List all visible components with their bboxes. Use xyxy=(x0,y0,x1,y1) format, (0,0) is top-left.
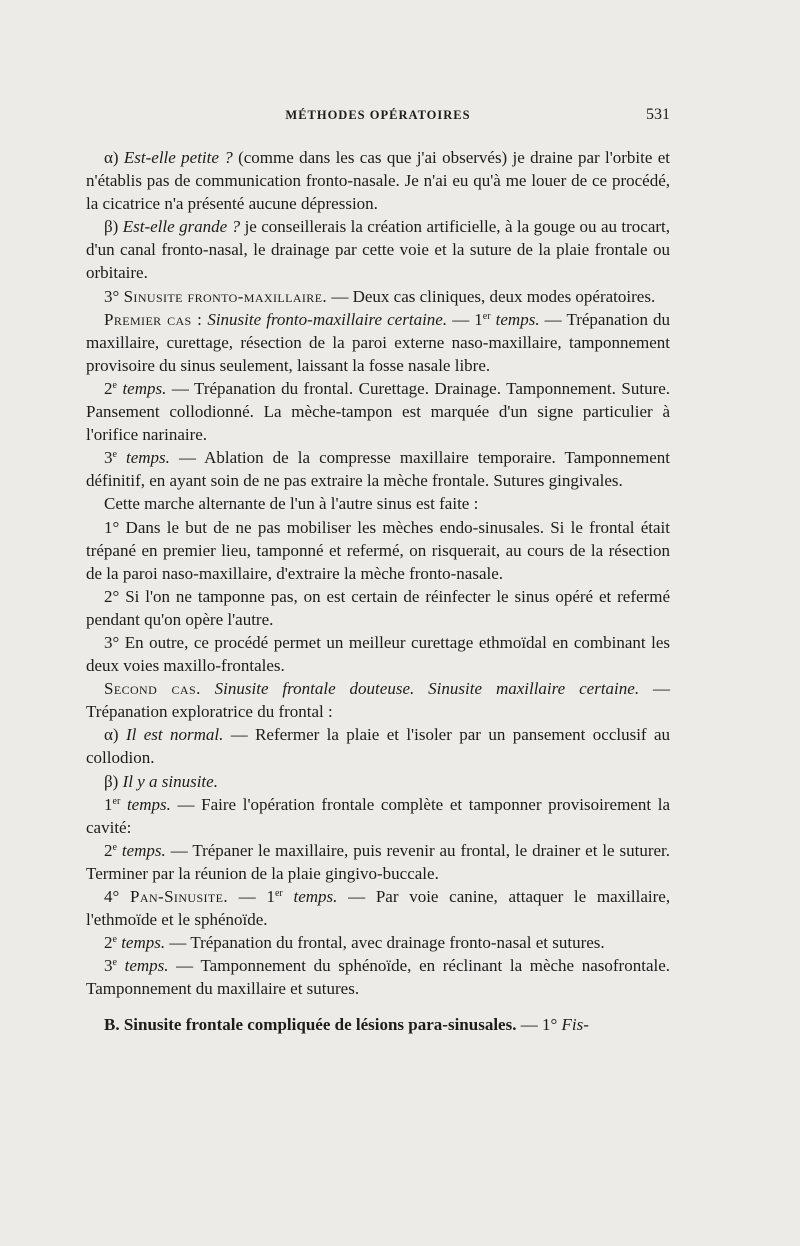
paragraph-text: — Trépanation exploratrice du frontal : xyxy=(86,679,671,722)
paragraph-section-4 xyxy=(86,885,670,931)
paragraph-marche: Cette marche alternante de l'un à l'autre sinus est faite : xyxy=(104,494,479,514)
case-lead: Sinusite fronto-maxillaire certaine. xyxy=(207,309,448,329)
step-suffix: e xyxy=(112,379,117,391)
case-title: Second cas. xyxy=(104,679,201,699)
section-title: Pan-Sinusite. xyxy=(130,887,229,906)
paragraph-text: — Trépanation du maxillaire, curettage, résection de la paroi externe naso-maxillaire, tamponnement provisoire du sinus seulement, laissant la fosse nasale libre. xyxy=(86,309,671,375)
item-lead: Est-elle petite ? xyxy=(123,148,233,167)
step-word: temps. xyxy=(126,448,170,468)
step-suffix: er xyxy=(274,888,283,899)
paragraph-text: — Trépanation du frontal. Curettage. Drainage. Tamponnement. Suture. Pansement collodionné. La mèche-tampon est marquée d'un signe particulier à l'orifice narinaire. xyxy=(86,378,671,445)
paragraph-text: — Faire l'opération frontale complète et tamponner provisoirement la cavité: xyxy=(86,794,670,837)
step-number: 2 xyxy=(104,378,113,398)
paragraph-text: (comme dans les cas que j'ai observés) je draine par l'orbite et n'établis pas de communication fronto-nasale. Je n'ai eu qu'à me louer de ce procédé, la cicatrice n'a présenté aucune dépression. xyxy=(86,148,671,214)
step-number: 2 xyxy=(104,933,113,953)
paragraph-beta-grande xyxy=(86,215,670,284)
dash: — xyxy=(238,887,256,906)
paragraph-point-2: 2° Si l'on ne tamponne pas, on est certain de réinfecter le sinus opéré et refermé pendant qu'on opère l'autre. xyxy=(86,586,670,629)
step-suffix: e xyxy=(112,934,117,946)
paragraph-section-3 xyxy=(86,285,670,308)
paragraph-1er-temps xyxy=(86,793,670,839)
paragraph-text: — Trépaner le maxillaire, puis revenir au frontal, le drainer et le suturer. Terminer par la réunion de la plaie gingivo-buccale. xyxy=(86,840,671,883)
step-number: 1 xyxy=(474,309,483,329)
paragraph-premier-cas xyxy=(86,308,670,377)
page-number: 531 xyxy=(646,106,670,123)
paragraph-second-cas xyxy=(86,677,670,723)
paragraph-alpha-normal xyxy=(86,723,670,769)
step-suffix: e xyxy=(112,841,117,853)
item-lead: Est-elle grande ? xyxy=(122,217,241,237)
paragraph-alpha-petite xyxy=(86,146,670,215)
paragraph-text: — Ablation de la compresse maxillaire temporaire. Tamponnement définitif, en ayant soin de ne pas extraire la mèche frontale. Sutures gingivales. xyxy=(86,448,671,491)
step-number: 1 xyxy=(266,887,275,906)
paragraph-3e-temps xyxy=(86,446,670,492)
step-number: 3 xyxy=(104,956,113,976)
dash: — xyxy=(452,309,470,329)
paragraph-text: Fis- xyxy=(561,1015,589,1035)
paragraph-point-3: 3° En outre, ce procédé permet un meilleur curettage ethmoïdal en combinant les deux voies maxillo-frontales. xyxy=(86,632,670,676)
section-number: 1° xyxy=(541,1015,558,1035)
step-suffix: e xyxy=(112,449,117,461)
step-suffix: e xyxy=(112,957,117,969)
running-head: MÉTHODES OPÉRATOIRES xyxy=(285,108,471,122)
item-label: β) xyxy=(104,217,119,237)
section-number: 4° xyxy=(104,887,120,906)
paragraph-2e-temps-c xyxy=(86,931,670,954)
paragraph-text: — Trépanation du frontal, avec drainage fronto-nasal et sutures. xyxy=(169,933,605,953)
step-word: temps. xyxy=(121,840,166,860)
paragraph-text: — Tamponnement du sphénoïde, en réclinant la mèche nasofrontale. Tamponnement du maxillaire et sutures. xyxy=(86,956,671,999)
paragraph-text: — Par voie canine, attaquer le maxillaire, l'ethmoïde et le sphénoïde. xyxy=(86,887,671,930)
step-suffix: er xyxy=(112,795,121,807)
section-heading: B. Sinusite frontale compliquée de lésions para-sinusales. xyxy=(104,1015,517,1035)
step-word: temps. xyxy=(122,378,167,398)
paragraph-point-1: 1° Dans le but de ne pas mobiliser les mèches endo-sinusales. Si le frontal était trépané en premier lieu, tamponné et refermé, on risquerait, au cours de la résection de la paroi naso-maxillaire, d'extraire la mèche fronto-nasale. xyxy=(86,517,670,583)
item-label: α) xyxy=(104,148,119,167)
paragraph-beta-sinusite xyxy=(86,770,670,793)
section-number: 3° xyxy=(104,286,120,306)
step-word: temps. xyxy=(121,933,166,953)
item-lead: Il y a sinusite. xyxy=(122,771,218,791)
step-number: 3 xyxy=(104,448,113,468)
section-title: Sinusite fronto-maxillaire. xyxy=(123,286,328,306)
paragraph-text: je conseillerais la création artificielle, à la gouge ou au trocart, d'un canal fronto-nasal, le drainage par cette voie et la suture de la plaie frontale ou orbitaire. xyxy=(86,217,671,283)
item-label: β) xyxy=(104,771,119,791)
page-body xyxy=(86,146,670,1037)
paragraph-section-b xyxy=(86,1013,670,1036)
paragraph-2e-temps-b xyxy=(86,839,670,885)
section-gap xyxy=(86,1000,670,1013)
dash: — xyxy=(520,1015,538,1035)
step-suffix: er xyxy=(482,310,491,322)
paragraph-3e-temps-c xyxy=(86,954,670,1000)
step-word: temps. xyxy=(126,794,171,814)
paragraph-text: — Deux cas cliniques, deux modes opératoires. xyxy=(331,286,656,306)
paragraph-2e-temps xyxy=(86,377,670,446)
step-word: temps. xyxy=(124,956,169,976)
step-number: 2 xyxy=(104,840,113,860)
step-word: temps. xyxy=(293,887,338,906)
step-number: 1 xyxy=(104,794,113,814)
case-title: Premier cas : xyxy=(104,309,203,329)
page-header xyxy=(86,106,670,130)
item-lead: Il est normal. xyxy=(125,725,224,745)
paragraph-text: — Refermer la plaie et l'isoler par un pansement occlusif au collodion. xyxy=(86,725,671,768)
item-label: α) xyxy=(104,725,119,745)
case-lead: Sinusite frontale douteuse. Sinusite maxillaire certaine. xyxy=(214,679,640,699)
step-word: temps. xyxy=(495,309,540,329)
